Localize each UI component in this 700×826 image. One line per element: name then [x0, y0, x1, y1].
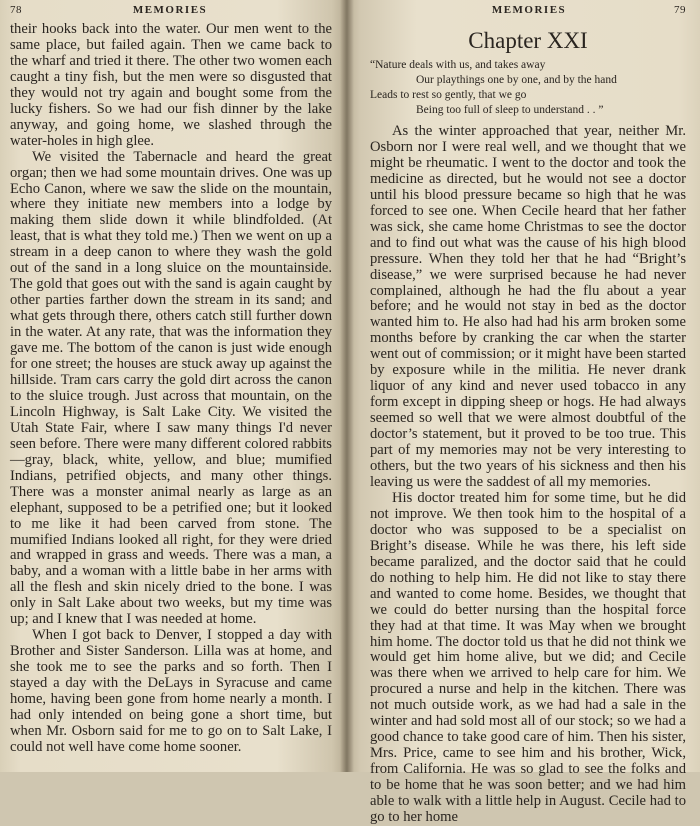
- right-paragraph-1: As the winter approached that year, neither Mr. Osborn nor I were real well, and we thought that we might be rheumatic. I went to the doctor and took the medicine as directed, but he would not see a doctor until his blood pressure became so high that he was forced to see one. When Cecile heard that her father was sick, she came home Christmas to see the doctor and to find out what was the cause of his high blood pressure. When they told her that he had “Bright’s disease,” we were surprised because he had never complained, although he had the flu about a year before; and he would not stay in bed as the doctor wanted him to. He also had had his arm broken some months before by cranking the car when the starter went out of commission; or it might have been started by exposure while in the militia. He never drank liquor of any kind and never used tobacco in any form except in dipping sheep or hogs. He had always seemed so well that we were almost doubtful of the doctor’s statement, but it proved to be too true. This part of my memories may not be very interesting to others, but the two years of his sickness and then his leaving us were the saddest of all my memories.: [370, 123, 686, 490]
- right-running-head: [370, 4, 686, 22]
- left-running-head: [10, 4, 332, 22]
- chapter-title: Chapter XXI: [468, 28, 588, 53]
- left-body-text: [10, 22, 332, 756]
- left-paragraph-1: their hooks back into the water. Our men went to the same place, but failed again. Then we came back to the wharf and tried it there. The other two women each caught a tiny fish, but the men were so disgusted that they would not try again and bought some from the lucky fishers. So we had our fish dinner by the lake anyway, and going home, we slashed through the water-holes in high glee.: [10, 21, 332, 149]
- epigraph-line-2: Our playthings one by one, and by the hand: [416, 74, 617, 86]
- left-page-number: 78: [10, 4, 22, 16]
- left-running-title: MEMORIES: [132, 4, 208, 16]
- right-running-title: MEMORIES: [491, 4, 567, 16]
- left-paragraph-3: When I got back to Denver, I stopped a day with Brother and Sister Sanderson. Lilla was at home, and she took me to see the parks and so forth. Then I stayed a day with the DeLays in Syracuse and came home, having been gone from home nearly a month. I had only intended on being gone a short time, but when Mr. Osborn said for me to go on to Salt Lake, I could not well have come home sooner.: [10, 627, 332, 755]
- epigraph-line-3: Leads to rest so gently, that we go: [370, 89, 527, 101]
- epigraph: [370, 58, 686, 118]
- right-page: [346, 0, 700, 825]
- epigraph-line-1: “Nature deals with us, and takes away: [370, 59, 546, 71]
- right-paragraph-2: His doctor treated him for some time, but he did not improve. We then took him to the hospital of a doctor who was supposed to be a specialist on Bright’s disease. While he was there, his left side became paralized, and the doctor said that he could do nothing to help him. He did not like to stay there and wanted to come home. Besides, we thought that we could do better nursing than the hospital force they had at that time. It was May when we brought him home. The doctor told us that he did not think we would get him home alive, but we did; and Cecile was there when we arrived to help care for him. We procured a nurse and help in the kitchen. There was not much outside work, as we had had a sale in the winter and had sold most all of our stock; so we had a good chance to take good care of him. Then his sister, Mrs. Price, came to see him and his brother, Wick, from California. He was so glad to see the folks and to be home that he was soon better; and we had him able to walk with a little help in August. Cecile had to go to her home: [370, 489, 686, 825]
- right-body-text: [370, 124, 686, 826]
- left-paragraph-2: We visited the Tabernacle and heard the great organ; then we had some mountain drives. One was up Echo Canon, where we saw the slide on the mountain, where they initiate new members into a lodge by making them slide down it while blindfolded. (At least, that is what they told me.) Then we went on up a stream in a deep canon to where they wash the gold out of the sand in a long sluice on the mountainside. The gold that goes out with the sand is again caught by other parties farther down the stream in its sand; and what gets through there, others catch still further down in the water. At any rate, that was the information they gave me. The bottom of the canon is just wide enough for one street; the houses are stuck away up against the hillside. Tram cars carry the gold dirt across the canon to the sluice trough. Just across that mountain, on the Lincoln Highway, is Salt Lake City. We visited the Utah State Fair, where I saw many things I'd never seen before. There were many different colored rabbits—gray, black, white, yellow, and blue; mumified Indians, petrified objects, and many other things. There was a monster animal nearly as large as an elephant, supposed to be a petrified one; but it looked to me like it had been carved from stone. The mumified Indians looked all right, for they were dried and wrapped in grass and weeds. There was a man, a baby, and a woman with a little babe in her arms with all the flesh and skin nicely dried to the bone. I was only in Salt Lake about two weeks, but my time was up; and I knew that I was needed at home.: [10, 148, 332, 628]
- epigraph-line-4: Being too full of sleep to understand . . ”: [416, 104, 604, 116]
- left-page: [0, 0, 346, 772]
- right-page-number: 79: [674, 4, 686, 16]
